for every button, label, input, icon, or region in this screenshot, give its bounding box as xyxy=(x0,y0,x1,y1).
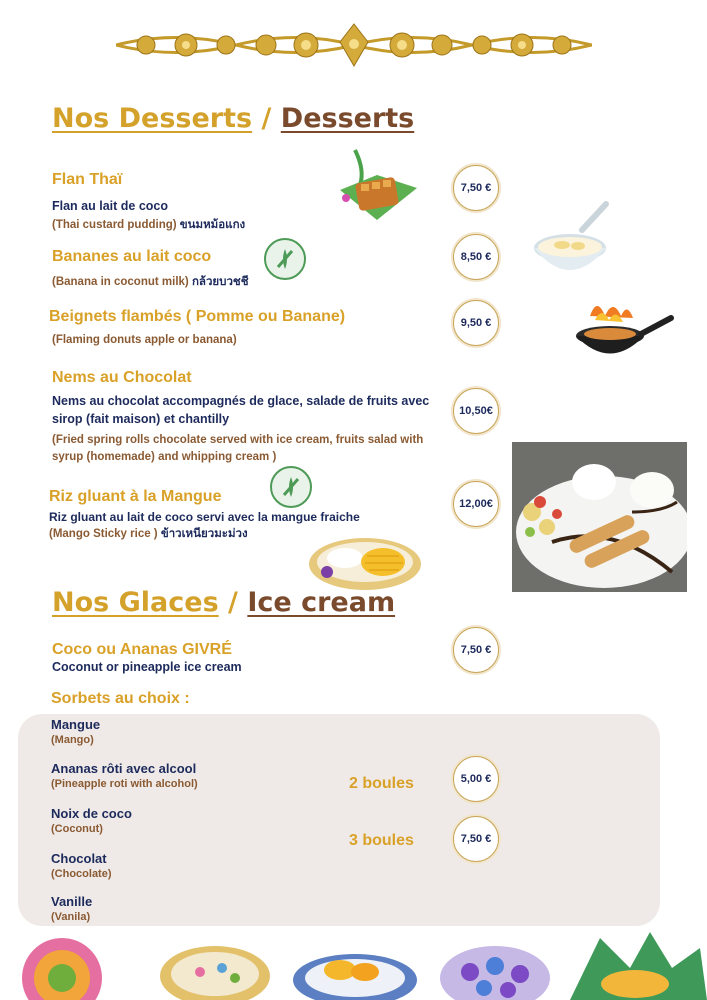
dessert-desc-en-text: (Thai custard pudding) xyxy=(52,219,177,231)
dessert-desc-en-nems: (Fried spring rolls chocolate served with ice cream, fruits salad with syrup (homemade) and whipping cream ) xyxy=(52,434,424,463)
sorbet-item-vanille xyxy=(51,894,92,924)
dessert-desc-en-flan-thai xyxy=(52,217,245,234)
title-separator: / xyxy=(261,103,272,134)
banana-coconut-bowl-illustration xyxy=(532,200,612,280)
price-badge-3-boules: 7,50 € xyxy=(453,816,499,862)
gluten-free-icon xyxy=(270,466,312,508)
gluten-free-icon xyxy=(264,238,306,280)
sorbet-translation: (Mango) xyxy=(51,734,94,746)
dessert-desc-en-bananes xyxy=(52,274,249,291)
price-badge-beignets: 9,50 € xyxy=(453,300,499,346)
glace-desc-givre: Coconut or pineapple ice cream xyxy=(52,660,242,674)
sorbet-translation: (Chocolate) xyxy=(51,868,112,880)
sorbet-name: Mangue xyxy=(51,717,101,732)
sorbet-translation: (Vanila) xyxy=(51,911,91,923)
boules-label-3: 3 boules xyxy=(349,832,414,849)
desserts-title-en: Desserts xyxy=(280,103,415,134)
dessert-thai-name: ขนมหม้อแกง xyxy=(179,219,246,231)
dessert-thai-name: ข้าวเหนียวมะม่วง xyxy=(160,528,248,540)
dessert-name-beignets: Beignets flambés ( Pomme ou Banane) xyxy=(49,308,346,325)
sorbet-name: Ananas rôti avec alcool xyxy=(51,761,197,776)
price-badge-nems: 10,50€ xyxy=(453,388,499,434)
sorbet-name: Noix de coco xyxy=(51,806,132,821)
dessert-desc-en-text: (Banana in coconut milk) xyxy=(52,276,189,288)
glaces-title-en: Ice cream xyxy=(247,587,396,618)
mango-sticky-rice-illustration xyxy=(305,522,425,597)
sorbet-name: Vanille xyxy=(51,894,93,909)
dessert-desc-en-beignets: (Flaming donuts apple or banana) xyxy=(52,334,237,346)
price-badge-2-boules: 5,00 € xyxy=(453,756,499,802)
flan-thai-illustration xyxy=(335,140,420,225)
sorbet-item-chocolat xyxy=(51,851,112,881)
glace-name-givre: Coco ou Ananas GIVRÉ xyxy=(52,641,232,658)
dessert-desc-fr-riz-mangue: Riz gluant au lait de coco servi avec la mangue fraiche xyxy=(49,510,360,524)
dessert-name-nems: Nems au Chocolat xyxy=(52,369,192,386)
flaming-pan-illustration xyxy=(575,296,675,366)
sorbet-name: Chocolat xyxy=(51,851,107,866)
boules-label-2: 2 boules xyxy=(349,775,414,792)
dessert-name-riz-mangue: Riz gluant à la Mangue xyxy=(49,488,222,505)
sorbet-item-coco xyxy=(51,806,132,836)
sorbet-translation: (Pineapple roti with alcohol) xyxy=(51,778,198,790)
price-badge-givre: 7,50 € xyxy=(453,627,499,673)
sorbet-item-mangue xyxy=(51,717,100,747)
dessert-thai-name: กล้วยบวชชี xyxy=(191,276,249,288)
sorbets-title: Sorbets au choix : xyxy=(51,690,190,707)
dessert-desc-en-riz-mangue xyxy=(49,526,248,543)
nems-chocolat-photo xyxy=(512,442,687,592)
dessert-name-bananes: Bananes au lait coco xyxy=(52,248,212,265)
dessert-desc-fr-nems: Nems au chocolat accompagnés de glace, salade de fruits avec sirop (fait maison) et chantilly xyxy=(52,394,430,426)
bottom-food-illustrations xyxy=(0,928,707,1000)
title-separator: / xyxy=(228,587,238,618)
dessert-desc-en-text: (Mango Sticky rice ) xyxy=(49,528,158,540)
price-badge-flan-thai: 7,50 € xyxy=(453,165,499,211)
sorbet-item-ananas xyxy=(51,761,198,791)
glaces-title-fr: Nos Glaces xyxy=(52,587,219,618)
dessert-name-flan-thai: Flan Thaï xyxy=(52,171,123,188)
sorbet-translation: (Coconut) xyxy=(51,823,103,835)
price-badge-bananes: 8,50 € xyxy=(453,234,499,280)
desserts-title-fr: Nos Desserts xyxy=(52,103,253,134)
gold-floral-ornament xyxy=(116,22,592,68)
price-badge-riz-mangue: 12,00€ xyxy=(453,481,499,527)
glaces-section-title xyxy=(52,587,395,618)
dessert-desc-fr-flan-thai: Flan au lait de coco xyxy=(52,199,168,213)
desserts-section-title xyxy=(52,103,414,134)
